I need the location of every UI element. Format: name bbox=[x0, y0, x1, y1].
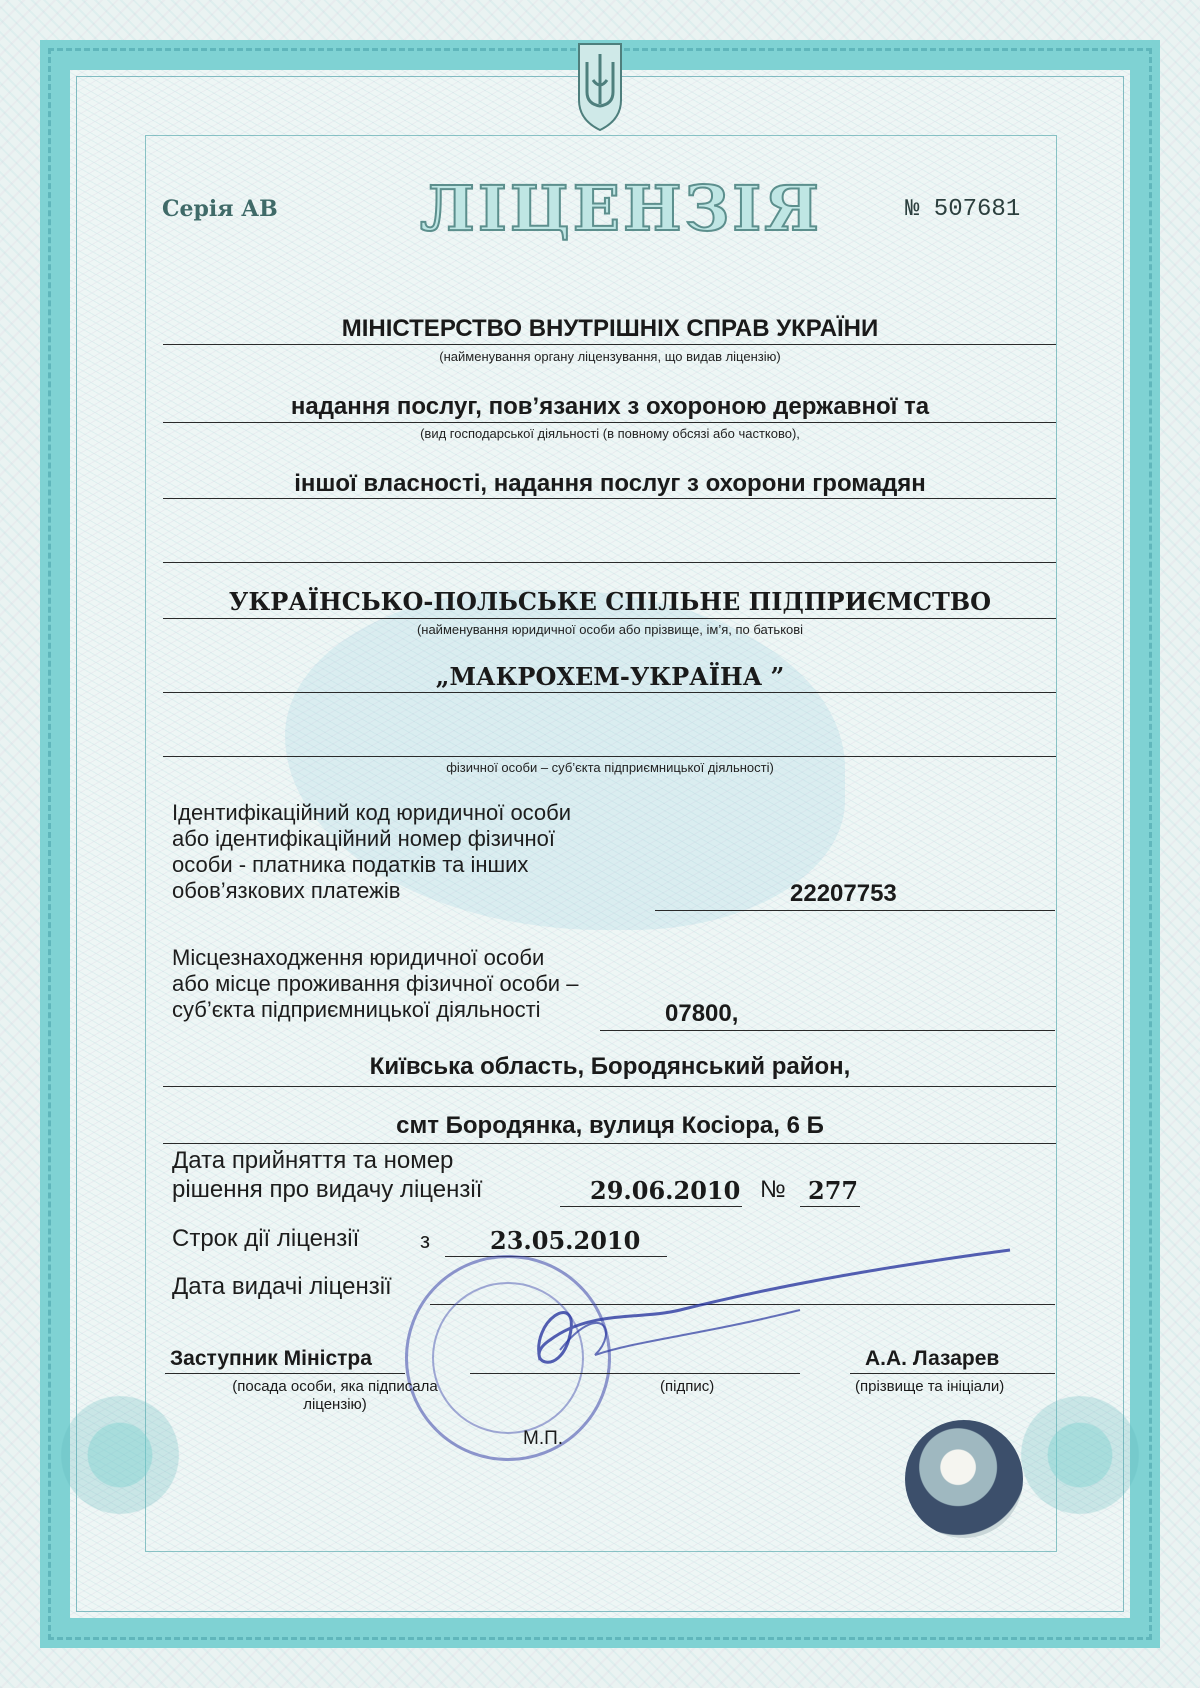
signature-rule bbox=[470, 1373, 800, 1374]
entity-line-2-rule bbox=[163, 692, 1056, 693]
decision-label-line: Дата прийняття та номер bbox=[172, 1147, 454, 1174]
signer-name-rule bbox=[850, 1373, 1055, 1374]
decision-label bbox=[172, 1146, 482, 1204]
series-label: Серія АВ bbox=[162, 196, 278, 222]
corner-ornament-bottom-left bbox=[45, 1380, 195, 1530]
decision-number-label: № bbox=[760, 1176, 786, 1203]
activity-line-1: надання послуг, пов’язаних з охороною державної та bbox=[290, 393, 930, 420]
corner-ornament-bottom-right bbox=[1005, 1380, 1155, 1530]
location-label bbox=[172, 945, 578, 1023]
location-line-3: смт Бородянка, вулиця Косіора, 6 Б bbox=[396, 1112, 824, 1139]
decision-label-line: рішення про видачу ліцензії bbox=[172, 1176, 483, 1203]
entity-caption-2: фізичної особи – суб’єкта підприємницької діяльності) bbox=[446, 760, 774, 775]
activity-line-1-rule bbox=[163, 422, 1056, 423]
signer-name: А.А. Лазарев bbox=[865, 1347, 1000, 1370]
location-postcode: 07800, bbox=[665, 1000, 739, 1027]
entity-line-1-rule bbox=[163, 618, 1056, 619]
location-line-3-rule bbox=[163, 1143, 1056, 1144]
id-code-label bbox=[172, 800, 571, 904]
decision-date-rule bbox=[560, 1206, 742, 1207]
licensing-authority: МІНІСТЕРСТВО ВНУТРІШНІХ СПРАВ УКРАЇНИ bbox=[341, 315, 879, 342]
id-code-label-line: або ідентифікаційний номер фізичної bbox=[172, 826, 556, 851]
decision-date: 29.06.2010 bbox=[590, 1176, 741, 1205]
signature-caption: (підпис) bbox=[660, 1378, 715, 1395]
location-label-line: суб’єкта підприємницької діяльності bbox=[172, 997, 541, 1022]
id-code-rule bbox=[655, 910, 1055, 911]
id-code-value: 22207753 bbox=[790, 880, 897, 907]
decision-number-value: 277 bbox=[808, 1176, 859, 1205]
signer-name-caption: (прізвище та ініціали) bbox=[855, 1378, 1005, 1395]
activity-line-2-rule bbox=[163, 498, 1056, 499]
validity-label: Строк дії ліцензії bbox=[172, 1225, 360, 1252]
location-postcode-rule bbox=[600, 1030, 1055, 1031]
seal-place-caption: М.П. bbox=[523, 1428, 564, 1449]
activity-caption: (вид господарської діяльності (в повному обсязі або частково), bbox=[420, 426, 800, 441]
location-line-2: Київська область, Бородянський район, bbox=[369, 1053, 851, 1080]
validity-from-label: з bbox=[420, 1228, 431, 1253]
validity-from-value: 23.05.2010 bbox=[490, 1226, 641, 1255]
entity-name-line-1: УКРАЇНСЬКО-ПОЛЬСЬКЕ СПІЛЬНЕ ПІДПРИЄМСТВО bbox=[228, 587, 992, 616]
decision-number-rule bbox=[800, 1206, 860, 1207]
signer-position-rule bbox=[165, 1373, 405, 1374]
license-number: № 507681 bbox=[905, 196, 1021, 223]
hologram-sticker bbox=[905, 1420, 1023, 1538]
id-code-label-line: особи - платника податків та інших bbox=[172, 852, 529, 877]
id-code-label-line: Ідентифікаційний код юридичної особи bbox=[172, 800, 572, 825]
authority-caption: (найменування органу ліцензування, що видав ліцензію) bbox=[439, 349, 781, 364]
signer-position-caption: (посада особи, яка підписала ліцензію) bbox=[232, 1378, 438, 1413]
signer-position: Заступник Міністра bbox=[170, 1347, 372, 1370]
location-label-line: або місце проживання фізичної особи – bbox=[172, 971, 579, 996]
location-line-2-rule bbox=[163, 1086, 1056, 1087]
document-title: ЛІЦЕНЗІЯ bbox=[420, 172, 822, 245]
entity-name-line-2: „МАКРОХЕМ-УКРАЇНА ” bbox=[435, 662, 785, 691]
coat-of-arms-trident-icon bbox=[575, 40, 625, 132]
issue-date-label: Дата видачі ліцензії bbox=[172, 1273, 392, 1300]
location-label-line: Місцезнаходження юридичної особи bbox=[172, 945, 545, 970]
handwritten-signature bbox=[500, 1240, 1020, 1400]
entity-caption-1: (найменування юридичної особи або прізвище, ім’я, по батькові bbox=[416, 622, 804, 637]
authority-line bbox=[163, 344, 1056, 345]
entity-blank-rule bbox=[163, 756, 1056, 757]
id-code-label-line: обов’язкових платежів bbox=[172, 878, 401, 903]
activity-line-2: іншої власності, надання послуг з охорони громадян bbox=[294, 470, 926, 497]
activity-blank-rule bbox=[163, 562, 1056, 563]
